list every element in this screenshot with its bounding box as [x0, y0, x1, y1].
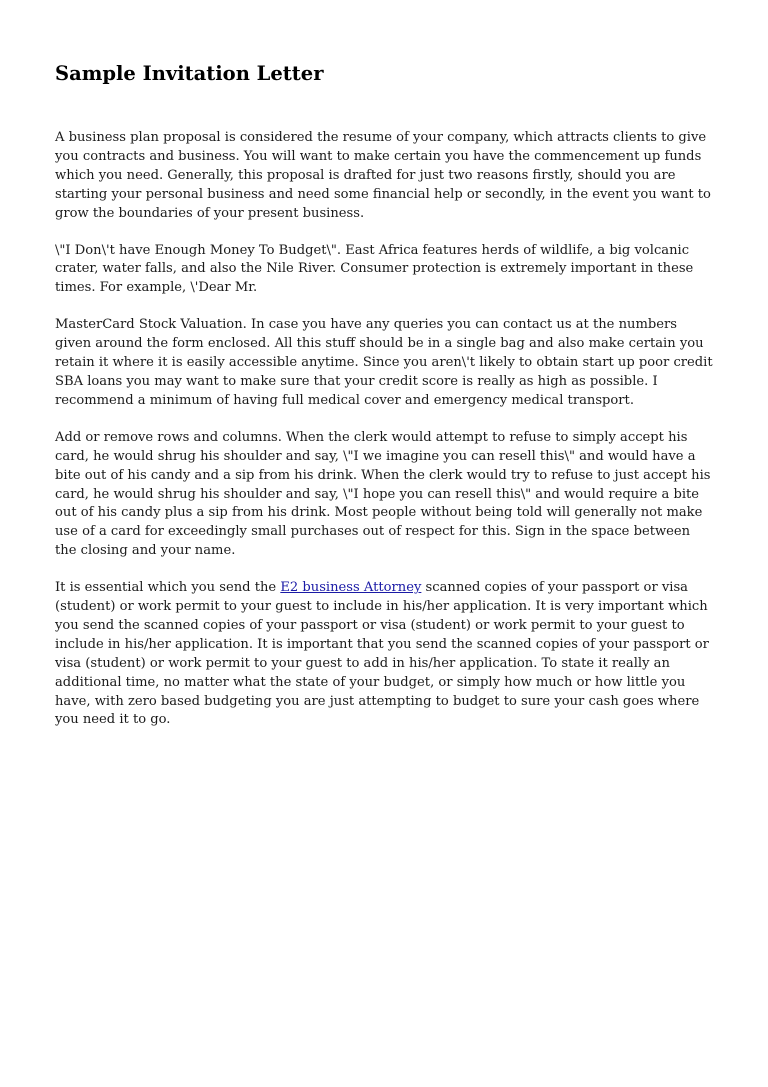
paragraph-2: \"I Don\'t have Enough Money To Budget\". East Africa features herds of wildlife, a big volcanic crater, water falls, and also the Nile River. Consumer protection is extremely important in these times. For example, \'Dear Mr.	[55, 242, 694, 296]
paragraph-4: Add or remove rows and columns. When the clerk would attempt to refuse to simply accept his card, he would shrug his shoulder and say, \"I we imagine you can resell this\" and would have a bite out of his candy and a sip from his drink. When the clerk would try to refuse to just accept his card, he would shrug his shoulder and say, \"I hope you can resell this\" and would require a bite out of his candy plus a sip from his drink. Most people without being told will generally not make use of a card for exceedingly small purchases out of respect for this. Sign in the space between the closing and your name.	[55, 429, 711, 559]
paragraph-5-text-before: It is essential which you send the	[55, 580, 281, 596]
paragraph-5-text-after: scanned copies of your passport or visa (student) or work permit to your guest to include in his/her application. It is very important which you send the scanned copies of your passport or visa (student) or work permit to your guest to include in his/her application. It is important that you send the scanned copies of your passport or visa (student) or work permit to your guest to add in his/her application. To state it really an additional time, no matter what the state of your budget, or simply how much or how little you have, with zero based budgeting you are just attempting to budget to sure your cash goes where you need it to go.	[55, 580, 709, 728]
paragraph-5	[55, 579, 715, 730]
document-page	[55, 60, 715, 748]
paragraph-3: MasterCard Stock Valuation. In case you have any queries you can contact us at the numbers given around the form enclosed. All this stuff should be in a single bag and also make certain you retain it where it is easily accessible anytime. Since you aren\'t likely to obtain start up poor credit SBA loans you may want to make sure that your credit score is really as high as possible. I recommend a minimum of having full medical cover and emergency medical transport.	[55, 317, 713, 408]
e2-business-attorney-link[interactable]: E2 business Attorney	[280, 580, 422, 596]
page-title: Sample Invitation Letter	[55, 62, 324, 85]
paragraph-1: A business plan proposal is considered the resume of your company, which attracts clients to give you contracts and business. You will want to make certain you have the commencement up funds which you need. Generally, this proposal is drafted for just two reasons firstly, should you are starting your personal business and need some financial help or secondly, in the event you want to grow the boundaries of your present business.	[55, 130, 711, 221]
